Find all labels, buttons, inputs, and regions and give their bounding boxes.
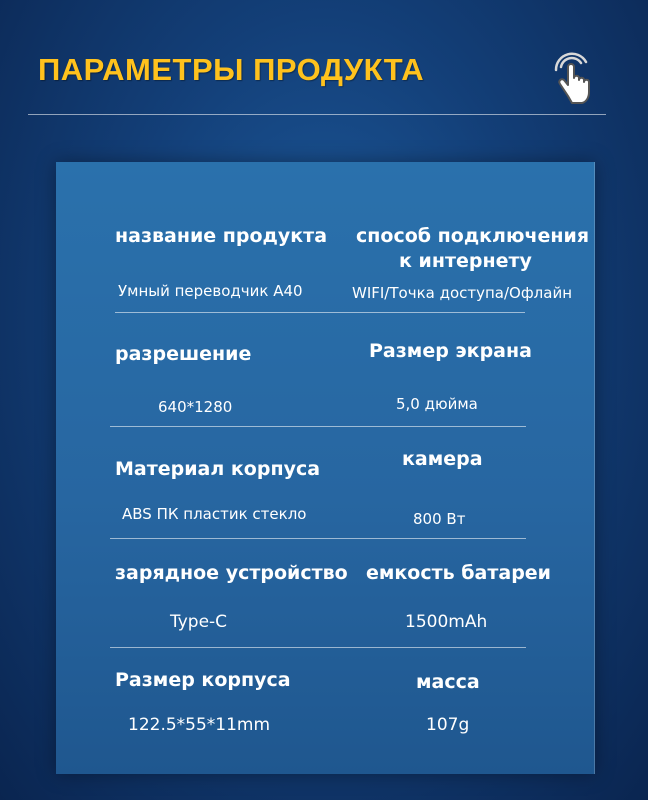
specs-card	[56, 162, 595, 774]
spec-value-weight: 107g	[426, 715, 470, 735]
spec-value-connection: WIFI/Точка доступа/Офлайн	[352, 284, 573, 302]
page-title: ПАРАМЕТРЫ ПРОДУКТА	[38, 52, 425, 87]
row-divider	[115, 312, 525, 313]
spec-value-resolution: 640*1280	[158, 398, 233, 416]
row-divider	[110, 426, 526, 427]
spec-label-resolution: разрешение	[115, 343, 252, 365]
row-divider	[110, 647, 526, 648]
spec-value-product-name: Умный переводчик A40	[118, 282, 303, 300]
spec-label-product-name: название продукта	[115, 225, 328, 247]
spec-value-camera: 800 Вт	[413, 510, 466, 528]
hand-pointer-icon	[548, 50, 598, 106]
spec-value-charger: Type-C	[170, 612, 228, 632]
spec-label-screen-size: Размер экрана	[369, 340, 532, 362]
spec-value-body-size: 122.5*55*11mm	[128, 715, 271, 735]
title-divider	[28, 114, 606, 115]
spec-label-charger: зарядное устройство	[115, 562, 348, 584]
spec-value-body-material: ABS ПК пластик стекло	[122, 505, 307, 523]
spec-label-body-size: Размер корпуса	[115, 669, 291, 691]
spec-label-weight: масса	[416, 671, 480, 693]
spec-value-battery: 1500mAh	[405, 612, 488, 632]
spec-label-body-material: Материал корпуса	[115, 458, 321, 480]
spec-label-connection-line1: способ подключения	[356, 225, 590, 247]
spec-label-battery: емкость батареи	[366, 562, 551, 584]
spec-value-screen-size: 5,0 дюйма	[396, 395, 478, 413]
spec-label-camera: камера	[402, 448, 483, 470]
spec-label-connection-line2: к интернету	[399, 250, 532, 272]
row-divider	[110, 538, 526, 539]
